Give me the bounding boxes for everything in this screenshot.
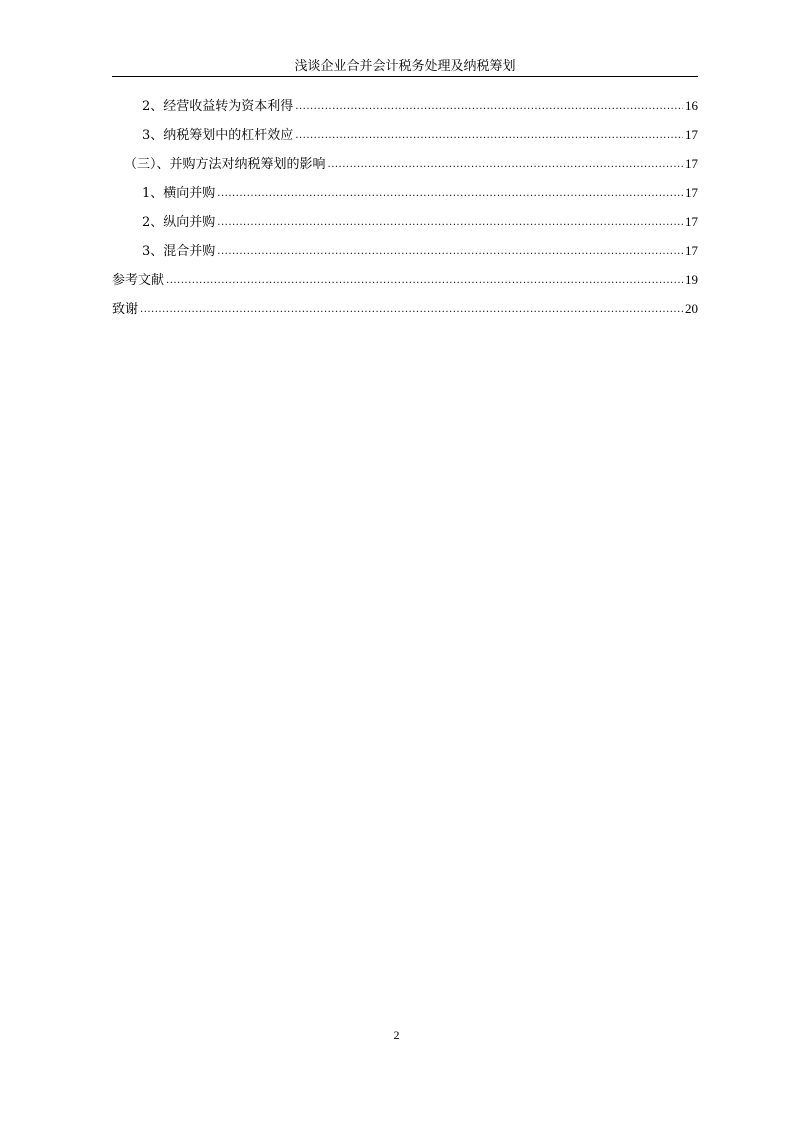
toc-entry-page: 17 (685, 185, 698, 200)
toc-dot-leader (217, 182, 683, 206)
page-number: 2 (393, 1028, 400, 1042)
toc-entry[interactable] (112, 152, 698, 181)
toc-entry[interactable] (112, 181, 698, 210)
toc-entry-label: 1、横向并购 (142, 186, 216, 201)
toc-entry[interactable] (112, 210, 698, 239)
toc-entry-page: 19 (685, 272, 698, 287)
toc-entry-page: 17 (685, 127, 698, 142)
toc-entry-label: 2、纵向并购 (142, 215, 216, 230)
toc-entry-label: 3、混合并购 (142, 244, 216, 259)
toc-entry-label: 2、经营收益转为资本利得 (142, 99, 294, 114)
toc-entry-page: 17 (685, 243, 698, 258)
toc-dot-leader (166, 269, 683, 293)
toc-dot-leader (328, 153, 683, 177)
toc-entry-page: 16 (685, 98, 698, 113)
toc-entry-label: 参考文献 (112, 273, 165, 288)
toc-dot-leader (217, 211, 683, 235)
toc-dot-leader (217, 240, 683, 264)
page-header-title: 浅谈企业合并会计税务处理及纳税筹划 (294, 59, 516, 74)
toc-entry[interactable] (112, 239, 698, 268)
toc-entry-page: 20 (685, 301, 698, 316)
toc-entry[interactable] (112, 123, 698, 152)
toc-entry-label: 致谢 (112, 302, 139, 317)
toc-dot-leader (295, 124, 683, 148)
toc-entry-label: （三）、并购方法对纳税筹划的影响 (124, 157, 326, 172)
toc-entry[interactable] (112, 268, 698, 297)
toc-entry-page: 17 (685, 214, 698, 229)
toc-dot-leader (140, 298, 683, 322)
toc-entry[interactable] (112, 94, 698, 123)
header-divider (112, 76, 698, 77)
table-of-contents (112, 94, 698, 326)
toc-entry[interactable] (112, 297, 698, 326)
toc-entry-page: 17 (685, 156, 698, 171)
toc-entry-label: 3、纳税筹划中的杠杆效应 (142, 128, 294, 143)
toc-dot-leader (295, 95, 683, 119)
